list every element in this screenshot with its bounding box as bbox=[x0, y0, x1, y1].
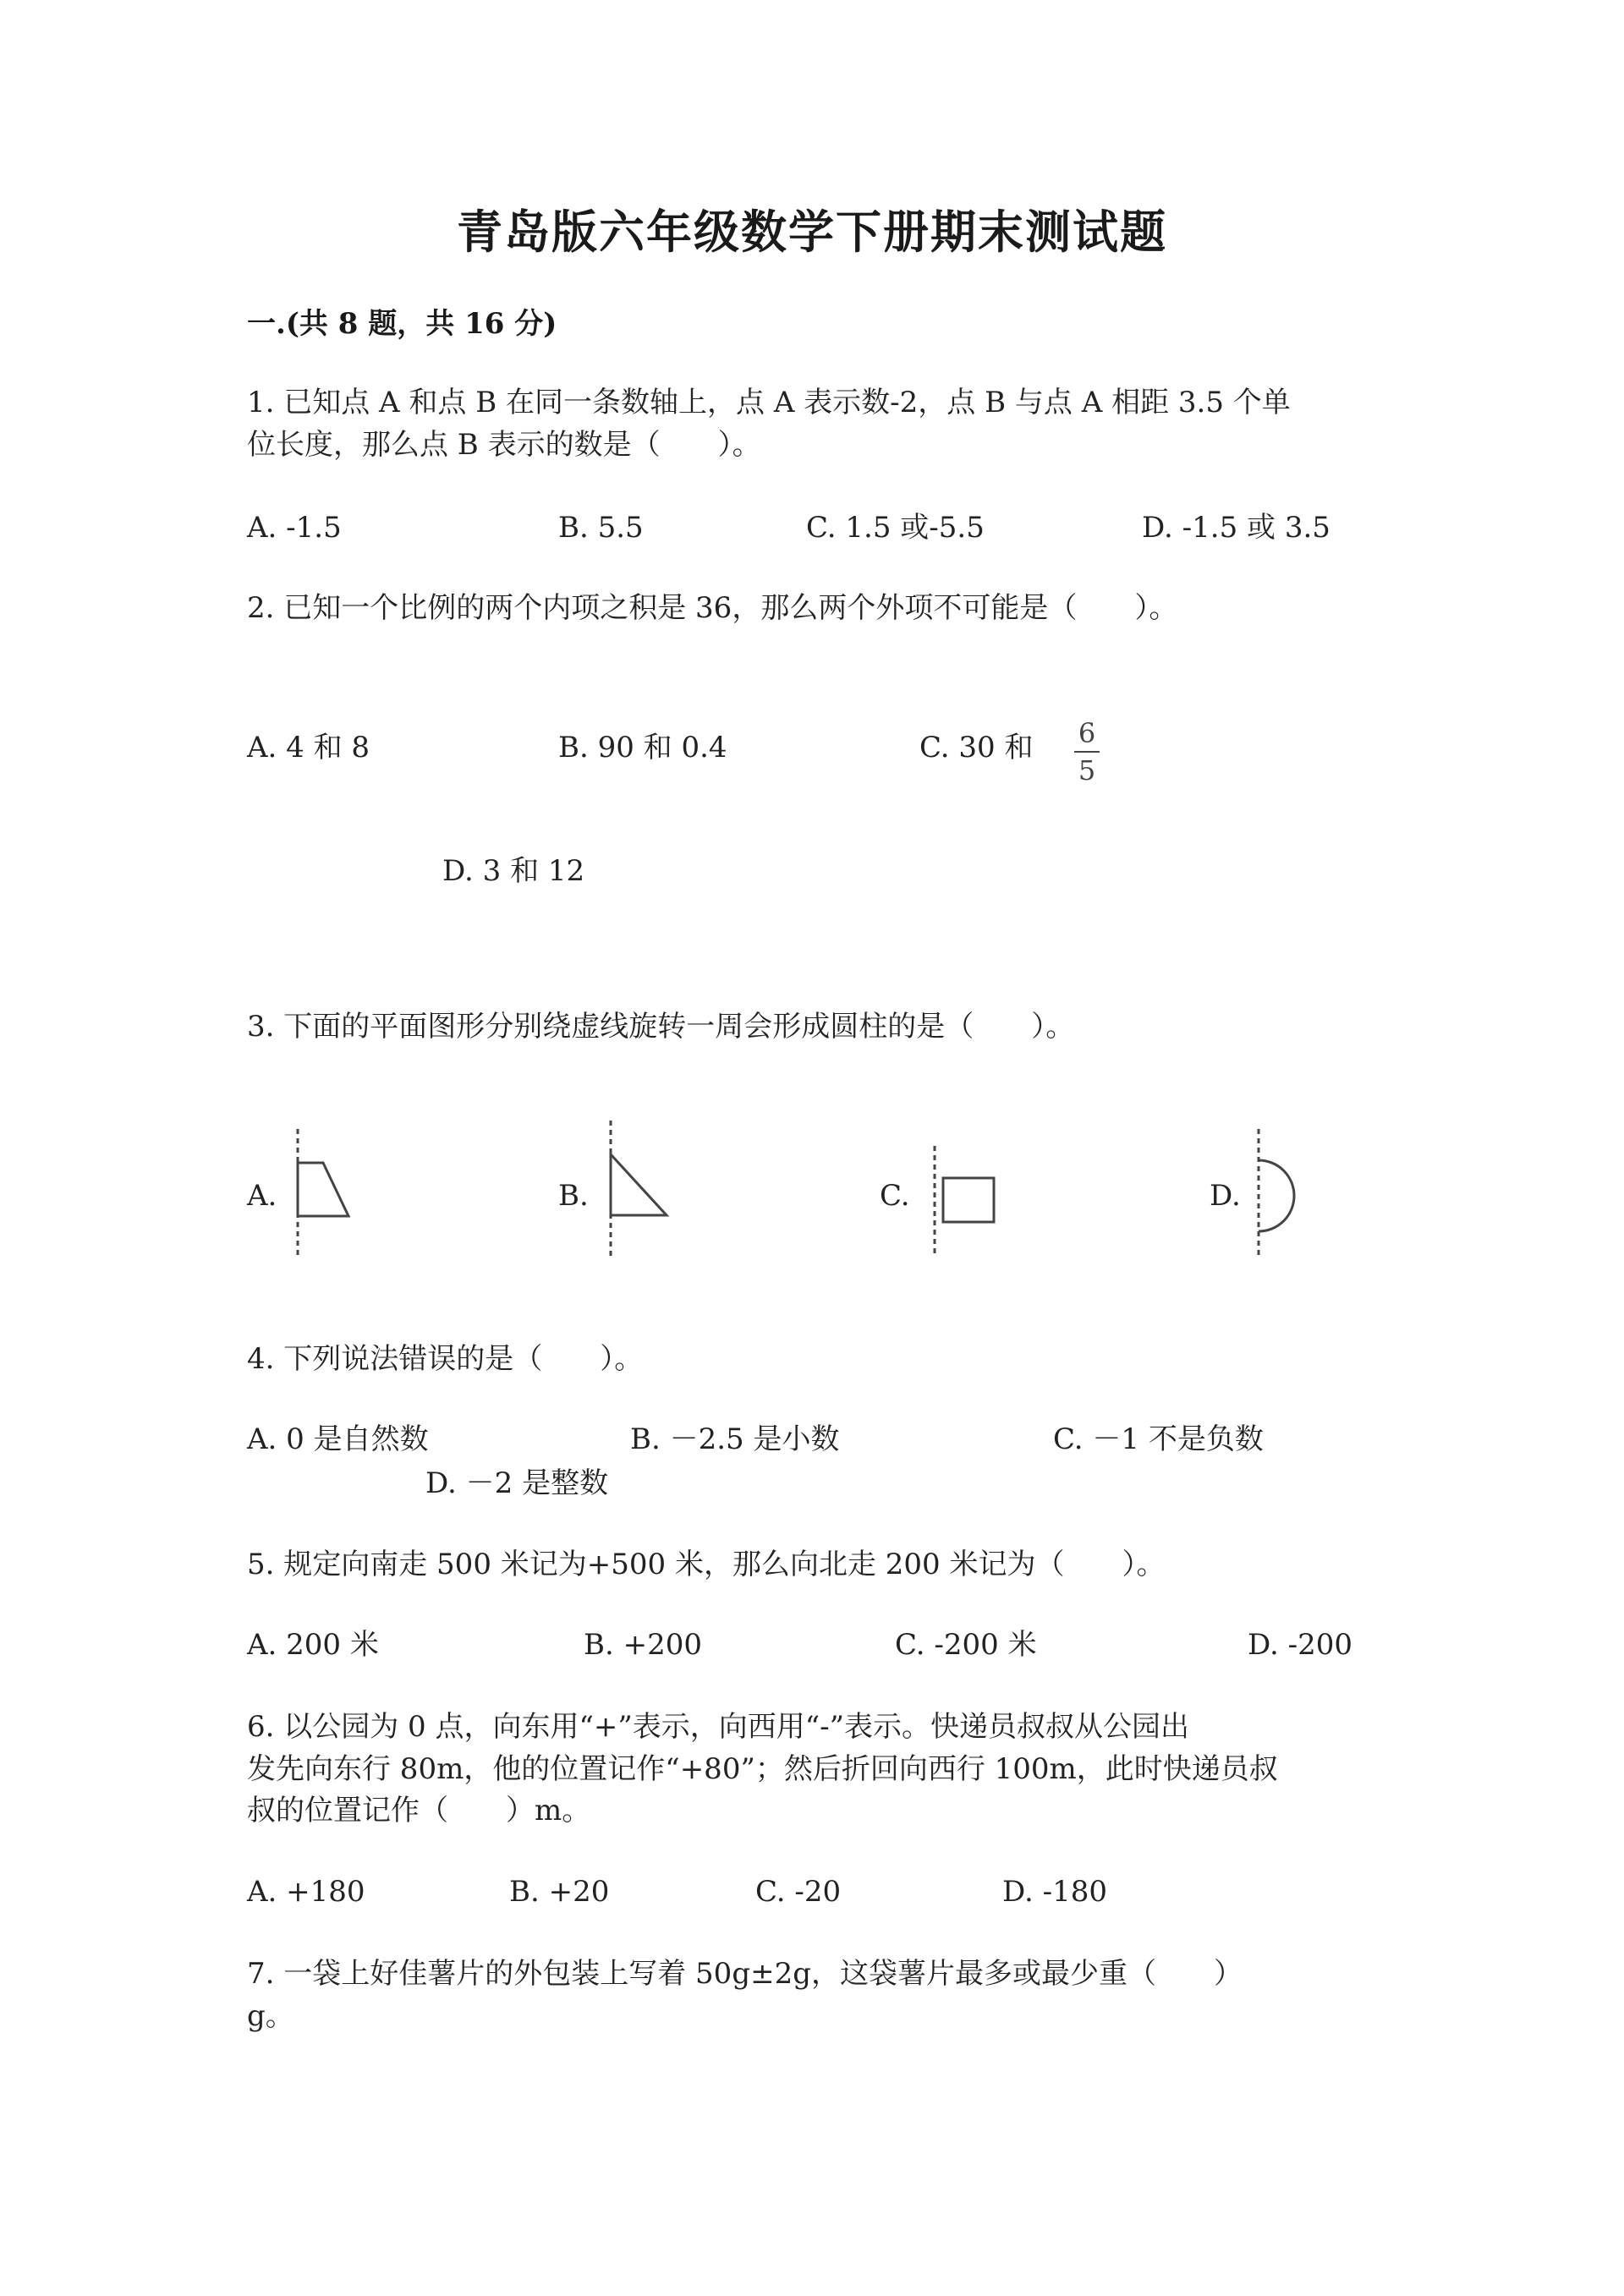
question-5-option-d: D. -200 bbox=[1248, 1628, 1353, 1662]
question-4-option-b: B. －2.5 是小数 bbox=[630, 1422, 840, 1456]
question-1-option-a: A. -1.5 bbox=[247, 511, 342, 545]
section-heading: 一.(共 8 题，共 16 分) bbox=[247, 307, 557, 341]
rectangle-shape bbox=[943, 1178, 994, 1222]
question-4-line-1: 4. 下列说法错误的是（ ）。 bbox=[247, 1342, 644, 1376]
question-5-option-c: C. -200 米 bbox=[895, 1628, 1037, 1662]
fraction-six-fifths bbox=[1074, 717, 1100, 786]
question-4-option-a: A. 0 是自然数 bbox=[247, 1422, 429, 1456]
question-2-option-a: A. 4 和 8 bbox=[247, 731, 370, 764]
triangle-shape bbox=[611, 1154, 667, 1215]
semicircle-shape bbox=[1259, 1160, 1294, 1231]
question-7-line-1: 7. 一袋上好佳薯片的外包装上写着 50g±2g，这袋薯片最多或最少重（ ） bbox=[247, 1957, 1243, 1991]
question-1-line-1: 1. 已知点 A 和点 B 在同一条数轴上，点 A 表示数-2，点 B 与点 A 相距 3.5 个单 bbox=[247, 386, 1291, 419]
question-6-line-2: 发先向东行 80m，他的位置记作“+80”；然后折回向西行 100m，此时快递员叔 bbox=[247, 1752, 1278, 1786]
question-3-option-d: D. bbox=[1210, 1179, 1241, 1213]
question-1-option-c: C. 1.5 或-5.5 bbox=[806, 511, 985, 545]
semicircle-figure bbox=[1250, 1129, 1309, 1256]
question-1-option-b: B. 5.5 bbox=[558, 511, 644, 545]
question-3-option-c: C. bbox=[880, 1179, 910, 1213]
question-6-option-d: D. -180 bbox=[1002, 1875, 1108, 1909]
question-3-option-b: B. bbox=[558, 1179, 589, 1213]
triangle-figure bbox=[601, 1121, 677, 1256]
fraction-denominator: 5 bbox=[1078, 754, 1096, 786]
question-2-line-1: 2. 已知一个比例的两个内项之积是 36，那么两个外项不可能是（ ）。 bbox=[247, 591, 1178, 625]
question-6-line-3: 叔的位置记作（ ）m。 bbox=[247, 1794, 591, 1827]
fraction-numerator: 6 bbox=[1078, 717, 1096, 749]
page-title: 青岛版六年级数学下册期末测试题 bbox=[457, 205, 1167, 259]
question-2-option-b: B. 90 和 0.4 bbox=[558, 731, 727, 764]
question-4-option-c: C. －1 不是负数 bbox=[1053, 1422, 1264, 1456]
question-2-option-c: C. 30 和 bbox=[919, 731, 1034, 764]
question-7-line-2: g。 bbox=[247, 1999, 294, 2033]
question-6-option-c: C. -20 bbox=[755, 1875, 842, 1909]
question-1-option-d: D. -1.5 或 3.5 bbox=[1142, 511, 1330, 545]
question-6-option-a: A. +180 bbox=[247, 1875, 365, 1909]
question-6-option-b: B. +20 bbox=[509, 1875, 610, 1909]
question-5-line-1: 5. 规定向南走 500 米记为+500 米，那么向北走 200 米记为（ ）。 bbox=[247, 1548, 1166, 1581]
question-6-line-1: 6. 以公园为 0 点，向东用“+”表示，向西用“-”表示。快递员叔叔从公园出 bbox=[247, 1710, 1189, 1744]
question-1-line-2: 位长度，那么点 B 表示的数是（ ）。 bbox=[247, 428, 761, 462]
trapezoid-shape bbox=[298, 1163, 348, 1216]
question-2-option-d: D. 3 和 12 bbox=[442, 854, 585, 888]
question-3-line-1: 3. 下面的平面图形分别绕虚线旋转一周会形成圆柱的是（ ）。 bbox=[247, 1010, 1075, 1044]
question-4-option-d: D. －2 是整数 bbox=[425, 1466, 609, 1500]
question-5-option-b: B. +200 bbox=[584, 1628, 702, 1662]
rectangle-figure bbox=[926, 1146, 1002, 1256]
trapezoid-figure bbox=[288, 1129, 355, 1256]
fraction-bar bbox=[1074, 751, 1100, 753]
question-5-option-a: A. 200 米 bbox=[247, 1628, 379, 1662]
question-3-option-a: A. bbox=[247, 1179, 277, 1213]
